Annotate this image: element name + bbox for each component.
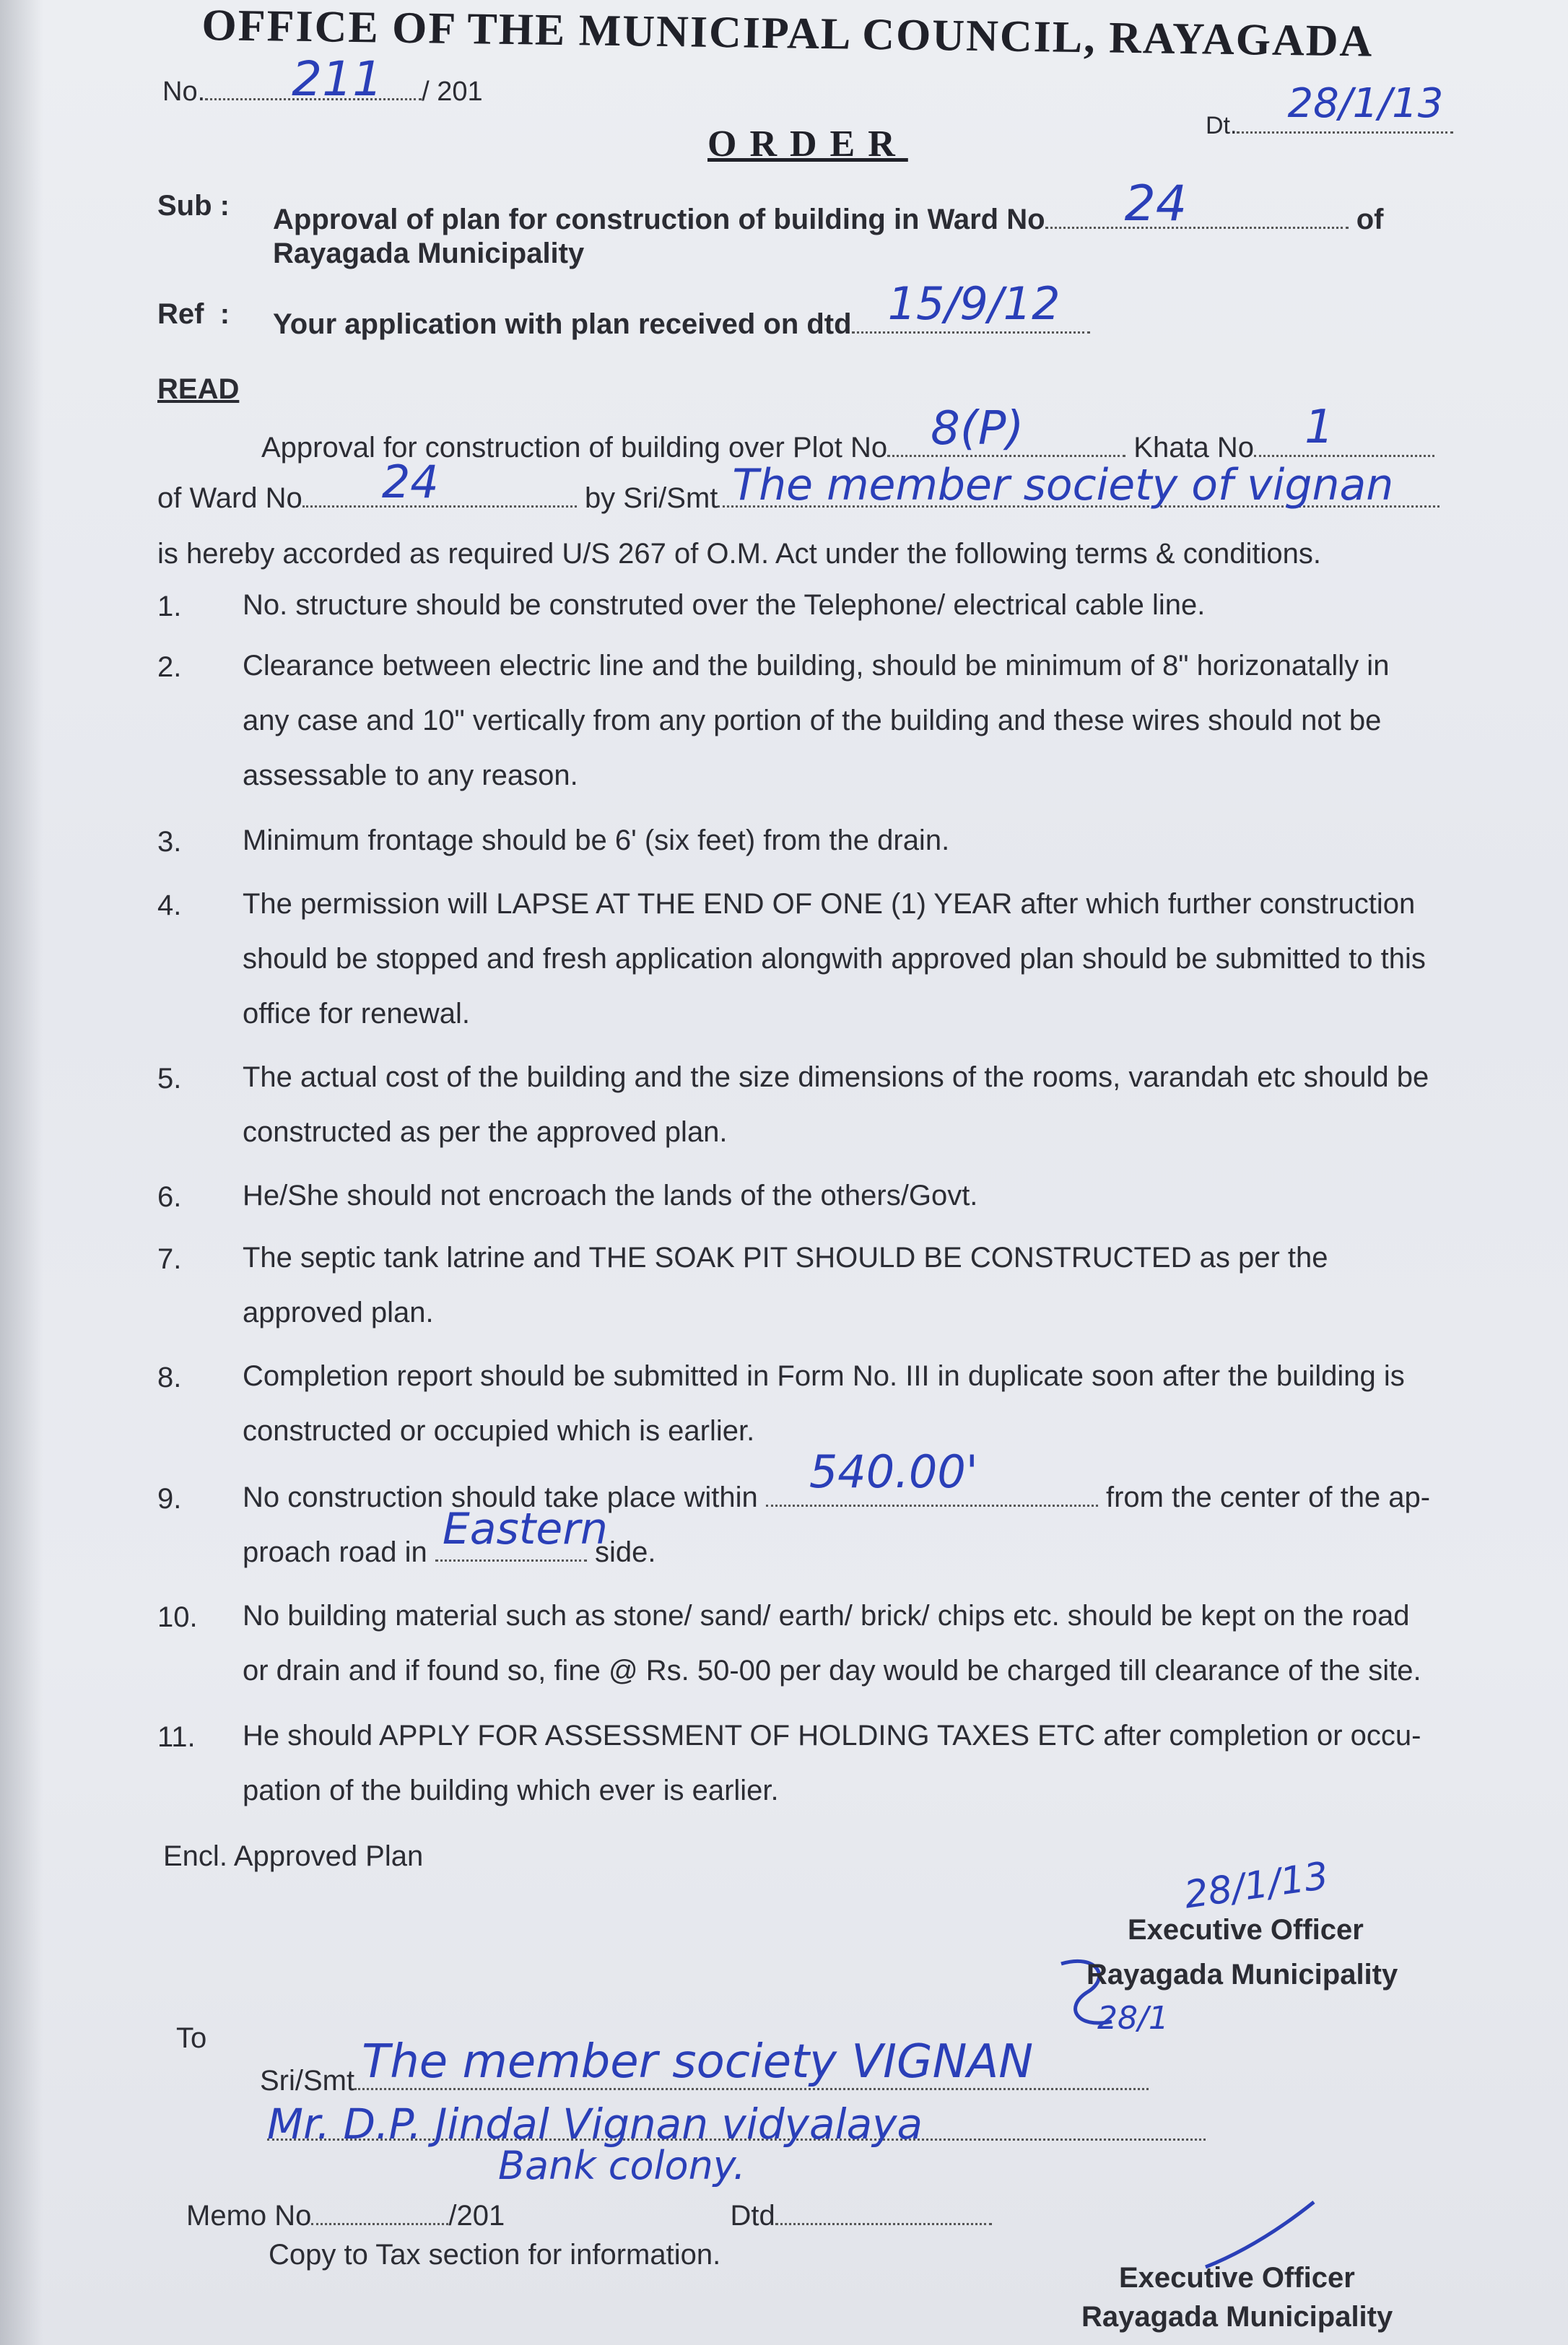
condition-7-number: 7.	[157, 1243, 182, 1275]
order-title: ORDER	[707, 123, 908, 165]
khata-number-field	[1254, 401, 1434, 457]
order-date-value: 28/1/13	[1287, 80, 1444, 127]
to-line1-value: The member society VIGNAN	[362, 2035, 1034, 2089]
read-by-value: The member society of vignan	[732, 460, 1394, 510]
condition-9-number: 9.	[157, 1483, 182, 1515]
office-title: OFFICE OF THE MUNICIPAL COUNCIL, RAYAGADA	[201, 0, 1374, 66]
order-date-field	[1237, 80, 1453, 134]
condition-2-number: 2.	[157, 651, 182, 683]
condition-6-number: 6.	[157, 1181, 182, 1213]
condition-10-number: 10.	[157, 1601, 198, 1633]
order-date-line	[1206, 80, 1453, 140]
memo-line: Memo No /201 Dtd	[186, 2199, 1053, 2232]
condition-10: No building material such as stone/ sand/ earth/ brick/ chips etc. should be kept on the road or drain and if found so, fine @ Rs. 50-00 per day would be charged till clearance of the site.	[243, 1600, 1421, 1687]
enclosure-note: Encl. Approved Plan	[163, 1840, 424, 1872]
subject-label: Sub :	[157, 190, 230, 222]
condition-9-side-field	[435, 1504, 608, 1562]
to-line2-field	[267, 2100, 1206, 2149]
reference-line: Your application with plan received on dtd 15/9/12	[273, 307, 1090, 341]
condition-8-number: 8.	[157, 1362, 182, 1393]
condition-11-number: 11.	[157, 1721, 196, 1753]
order-number-field	[205, 51, 422, 107]
to-line3: Bank colony.	[498, 2143, 746, 2188]
to-line1: Sri/Smt The member society VIGNAN	[260, 2063, 1198, 2097]
condition-3: Minimum frontage should be 6' (six feet) from the drain.	[243, 825, 950, 856]
to-label: To	[176, 2022, 207, 2054]
reference-date-field	[852, 277, 1090, 334]
condition-6: He/She should not encroach the lands of the others/Govt.	[243, 1180, 978, 1211]
condition-9-side-value: Eastern	[442, 1504, 608, 1554]
subject-ward-value: 24	[1124, 175, 1188, 232]
order-date-label: Dt.	[1206, 112, 1237, 139]
signature2-title: Executive Officer	[1119, 2262, 1355, 2294]
subject-line2: Rayagada Municipality	[273, 238, 585, 269]
read-heading: READ	[157, 373, 240, 405]
order-number-line	[162, 51, 483, 108]
condition-9: No construction should take place within 540.00' from the center of the ap- proach road in Eastern side.	[243, 1445, 1431, 1568]
signature1-date-note: 28/1/13	[1181, 1854, 1331, 1918]
to-line2	[267, 2100, 1206, 2149]
page-edge-shadow	[0, 0, 43, 2345]
reference-label: Ref :	[157, 298, 230, 330]
to-line2-value: Mr. D.P. Jindal Vignan vidyalaya	[267, 2100, 923, 2149]
condition-8: Completion report should be submitted in Form No. III in duplicate soon after the building is constructed or occupied which is earlier.	[243, 1360, 1405, 1447]
signature1-org: Rayagada Municipality	[1086, 1959, 1398, 1991]
condition-2: Clearance between electric line and the building, should be minimum of 8" horizonatally in any case and 10" vertically from any portion of the building and these wires should not be assessable to any reason.	[243, 650, 1390, 791]
read-ward-value: 24	[381, 456, 439, 508]
read-line2: of Ward No 24 by Sri/Smt The member society of vignan	[157, 481, 1515, 515]
memo-copy-text: Copy to Tax section for information.	[269, 2239, 721, 2271]
read-line1: Approval for construction of building over Plot No 8(P) Khata No 1	[261, 430, 1503, 464]
signature1-initials-note: 28/1	[1097, 2000, 1169, 2037]
subject-ward-field	[1045, 175, 1349, 232]
signature1-title: Executive Officer	[1128, 1914, 1364, 1946]
condition-5-number: 5.	[157, 1063, 182, 1095]
subject-line1: Approval of plan for construction of building in Ward No 24 of	[273, 175, 1384, 235]
read-line3: is hereby accorded as required U/S 267 of O.M. Act under the following terms & conditions.	[157, 538, 1321, 570]
condition-1: No. structure should be construted over the Telephone/ electrical cable line.	[243, 589, 1206, 621]
plot-number-field	[887, 402, 1125, 457]
condition-1-number: 1.	[157, 591, 182, 622]
read-ward-field	[302, 456, 577, 508]
plot-number-value: 8(P)	[931, 402, 1024, 456]
reference-date-value: 15/9/12	[887, 277, 1060, 330]
khata-number-value: 1	[1305, 401, 1334, 454]
condition-4-number: 4.	[157, 889, 182, 921]
order-number-year: / 201	[422, 77, 483, 107]
read-by-field	[718, 460, 1439, 510]
condition-5: The actual cost of the building and the size dimensions of the rooms, varandah etc should be constructed as per the approved plan.	[243, 1061, 1429, 1148]
condition-9-distance-value: 540.00'	[809, 1445, 978, 1498]
condition-4: The permission will LAPSE AT THE END OF ONE (1) YEAR after which further construction should be stopped and fresh application alongwith approved plan should be submitted to this office for renewal.	[243, 888, 1426, 1030]
condition-11: He should APPLY FOR ASSESSMENT OF HOLDING TAXES ETC after completion or occu- pation of the building which ever is earlier.	[243, 1720, 1421, 1806]
order-number-label: No.	[162, 77, 206, 107]
signature2-org: Rayagada Municipality	[1081, 2301, 1393, 2333]
condition-7: The septic tank latrine and THE SOAK PIT SHOULD BE CONSTRUCTED as per the approved plan.	[243, 1242, 1328, 1328]
order-number-value: 211	[292, 51, 383, 107]
condition-9-distance-field	[766, 1445, 1098, 1507]
condition-3-number: 3.	[157, 826, 182, 858]
